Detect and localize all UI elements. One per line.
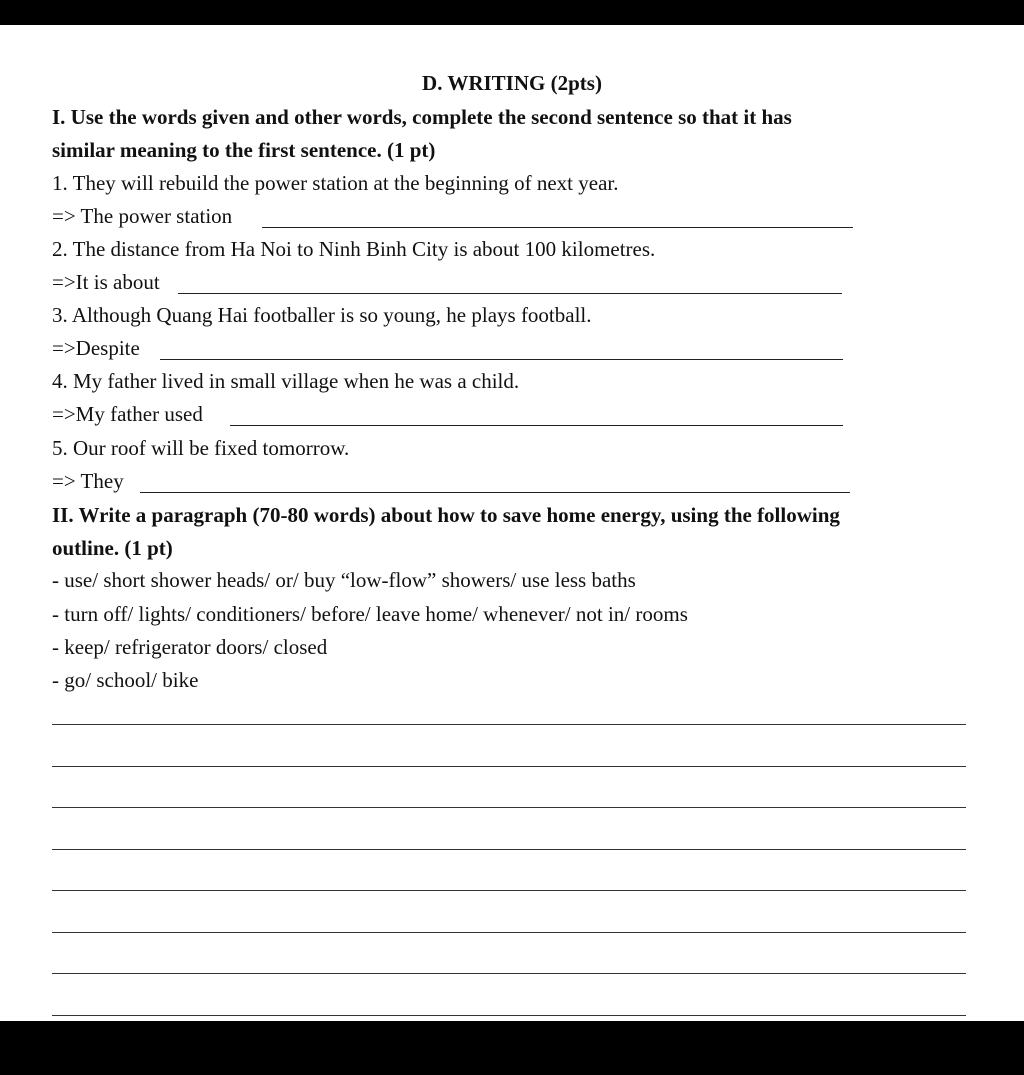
item-4-sentence: 4. My father lived in small village when he was a child. xyxy=(52,369,520,393)
writing-line[interactable] xyxy=(52,973,966,974)
item-4-answer-blank[interactable] xyxy=(230,425,843,426)
item-3-sentence: 3. Although Quang Hai footballer is so young, he plays football. xyxy=(52,303,592,327)
worksheet-page xyxy=(0,25,1024,1021)
writing-line[interactable] xyxy=(52,766,966,767)
writing-line[interactable] xyxy=(52,1015,966,1016)
item-1-sentence: 1. They will rebuild the power station at the beginning of next year. xyxy=(52,171,619,195)
outline-item-4: - go/ school/ bike xyxy=(52,668,199,692)
writing-line[interactable] xyxy=(52,890,966,891)
item-1-prompt: => The power station xyxy=(52,204,233,228)
item-3-prompt: =>Despite xyxy=(52,336,140,360)
writing-line[interactable] xyxy=(52,724,966,725)
part1-instruction-line2: similar meaning to the first sentence. (1 pt) xyxy=(52,138,436,162)
writing-line[interactable] xyxy=(52,932,966,933)
item-4-prompt: =>My father used xyxy=(52,402,203,426)
outline-item-1: - use/ short shower heads/ or/ buy “low-flow” showers/ use less baths xyxy=(52,568,636,592)
part2-instruction-line2: outline. (1 pt) xyxy=(52,536,173,560)
outline-item-3: - keep/ refrigerator doors/ closed xyxy=(52,635,328,659)
writing-line[interactable] xyxy=(52,807,966,808)
item-2-prompt: =>It is about xyxy=(52,270,160,294)
item-2-sentence: 2. The distance from Ha Noi to Ninh Binh City is about 100 kilometres. xyxy=(52,237,656,261)
item-1-answer-blank[interactable] xyxy=(262,227,853,228)
writing-line[interactable] xyxy=(52,849,966,850)
part2-instruction-line1: II. Write a paragraph (70-80 words) about how to save home energy, using the following xyxy=(52,503,840,527)
item-3-answer-blank[interactable] xyxy=(160,359,843,360)
item-5-prompt: => They xyxy=(52,469,124,493)
item-2-answer-blank[interactable] xyxy=(178,293,842,294)
item-5-answer-blank[interactable] xyxy=(140,492,850,493)
part1-instruction-line1: I. Use the words given and other words, complete the second sentence so that it has xyxy=(52,105,792,129)
outline-item-2: - turn off/ lights/ conditioners/ before/ leave home/ whenever/ not in/ rooms xyxy=(52,602,688,626)
section-title: D. WRITING (2pts) xyxy=(422,71,602,95)
item-5-sentence: 5. Our roof will be fixed tomorrow. xyxy=(52,436,350,460)
